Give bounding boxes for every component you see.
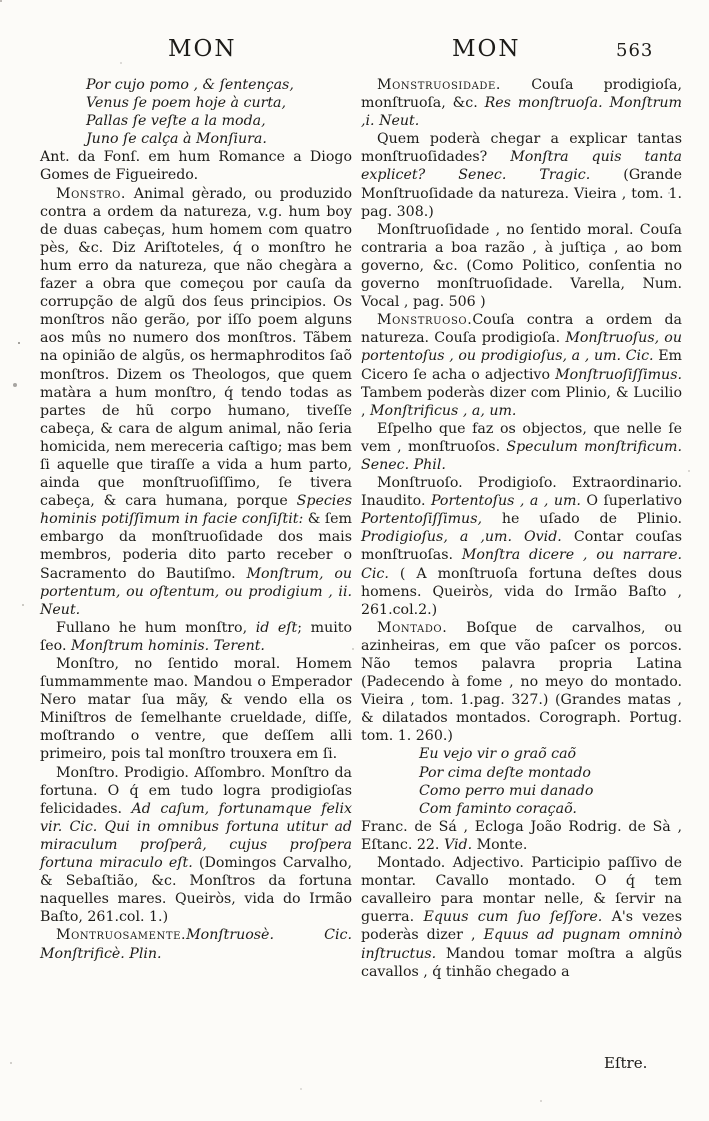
text-segment: Monſtra dicere , ou narrare. Cic. xyxy=(361,547,682,582)
paragraph xyxy=(361,854,682,981)
text-segment: Boſque de carvalhos, ou azinheiras, em que vão paſcer os porcos. Não temos palavra propria Latina (Padecendo à fome , no meyo do montado. Vieira , tom. 1.pag. 327.) (Grandes matas , & dilatados montados. Corograph. Portug. tom. 1. 260.) xyxy=(361,619,682,745)
text-segment: Fullano he hum monſtro, xyxy=(56,619,256,636)
text-segment: Monſtrificus , a, um. xyxy=(370,402,517,419)
right-column xyxy=(361,76,682,981)
text-segment: Monstro. xyxy=(56,185,127,202)
paragraph xyxy=(361,818,682,854)
text-segment: Monſtruoſus, ou portentoſus , ou prodigioſus, a , um. Cic. xyxy=(361,330,682,365)
text-segment: Monſtruoſo. Prodigioſo. Extraordinario. Inaudito. xyxy=(361,475,682,510)
text-segment: Portentoſus , a , um. xyxy=(430,493,581,510)
paragraph xyxy=(361,221,682,311)
text-segment: Monſtruosè. Cic. Monſtrificè. Plin. xyxy=(40,927,352,962)
verse-line xyxy=(361,764,682,782)
text-segment: Monſtruoſiſſimus. xyxy=(555,366,682,383)
text-segment: Vid. xyxy=(443,836,473,853)
text-segment: Como perro mui danado xyxy=(419,782,594,799)
text-segment: Franc. de Sá , Ecloga João Rodrig. de Sà , Eſtanc. 22. xyxy=(361,818,682,853)
paragraph xyxy=(361,619,682,746)
text-segment: Equus cum ſuo ſeſſore. xyxy=(423,909,603,926)
paragraph xyxy=(361,130,682,220)
text-segment: ( A monſtruoſa fortuna deſtes dous homens. Queiròs, vida do Irmão Baſto , 261.col.2.) xyxy=(361,565,682,618)
text-segment: Monſtra quis tanta explicet? Senec. Tragic. xyxy=(361,149,683,184)
text-segment: Monſtrum, ou portentum, ou oſtentum, ou prodigium , ii. Neut. xyxy=(40,565,352,618)
text-segment: Ad caſum, fortunamque felix vir. Cic. Qui in omnibus fortuna utitur ad miraculum proſperâ, cujus proſpera fortuna miraculo eſt. xyxy=(40,800,352,872)
paragraph xyxy=(361,474,682,619)
text-segment: ; muito ſeo. xyxy=(40,619,352,654)
text-segment: Montruosamente. xyxy=(56,927,187,944)
text-segment: he uſado de Plinio. xyxy=(481,511,682,528)
page-number: 563 xyxy=(616,40,654,61)
verse-line xyxy=(361,800,682,818)
verse-line xyxy=(40,130,352,148)
text-segment: Monſtro. Prodigio. Aſſombro. Monſtro da fortuna. O q́ em tudo logra prodigioſas felicidades. xyxy=(40,764,352,817)
paragraph xyxy=(40,185,352,619)
text-segment: Portentoſiſſimus, xyxy=(361,511,482,528)
paragraph xyxy=(361,420,682,474)
text-segment: Mandou tomar moſtra a algũs cavallos , q́ tinhão chegado a xyxy=(361,945,682,980)
verse-line xyxy=(40,76,352,94)
verse-line xyxy=(40,94,352,112)
text-segment: O ſuperlativo xyxy=(580,493,682,510)
text-segment: Montado. Adjectivo. Participio paſſivo de montar. Cavallo montado. O q́ tem cavalleiro para montar nelle, & ſervir na guerra. xyxy=(361,855,682,926)
text-segment: Tambem poderàs dizer com Plinio, & Lucilio , xyxy=(361,384,682,419)
catchword: Eſtre. xyxy=(604,1054,648,1072)
text-segment: (Grande Monſtruoſidade da natureza. Vieira , tom. 1. pag. 308.) xyxy=(361,167,683,220)
text-segment: & ſem embargo da monſtruoſidade dos mais membros, poderia dito parto receber o Sacramento do Bautiſmo. xyxy=(40,511,353,582)
text-segment: Contar couſas monſtruoſas. xyxy=(361,529,682,564)
text-segment: Por cujo pomo , & ſentenças, xyxy=(86,77,294,93)
text-segment: Ant. da Fonſ. em hum Romance a Diogo Gomes de Figueiredo. xyxy=(40,149,352,184)
running-title-left: MON xyxy=(168,36,237,62)
text-segment: Couſa prodigioſa, monſtruoſa, &c. xyxy=(361,77,682,112)
text-segment: Equus ad pugnam omninò inſtructus. xyxy=(361,927,683,962)
text-segment: Speculum monſtrificum. Senec. Phil. xyxy=(361,438,682,473)
paragraph xyxy=(40,619,352,655)
text-segment: Juno ſe calça à Monſiura. xyxy=(86,131,267,148)
verse-line xyxy=(361,745,682,763)
text-segment: Animal gèrado, ou produzido contra a ordem da natureza, v.g. hum boy de duas cabeças, hum homem com quatro pès, &c. Diz Ariſtoteles, q́ o monſtro he hum erro da natureza, que não chegàra a fazer a obra que começou por cauſa da corrupção de algũ dos ſeus principios. Os monſtros não gerão, por iſſo poem alguns aos mûs no numero dos monſtros. Tãbem na opinião de algũs, os hermaphroditos ſaõ monſtros. Dizem os Theologos, que quem matàra a hum monſtro, q́ tendo todas as partes de hũ corpo humano, tiveſſe cabeça, & cara de algum animal, não ſeria homicida, nem mereceria caſtigo; mas bem ſi aquelle que tiraſſe a vida a hum parto, ainda que monſtruoſiſſimo, ſe tivera cabeça, & cara humana, porque xyxy=(40,185,352,510)
text-segment: Com faminto coraçaõ. xyxy=(419,800,577,817)
text-segment: Monſtrum hominis. Terent. xyxy=(70,637,265,654)
text-segment: Eſpelho que faz os objectos, que nelle ſe vem , monſtruoſos. xyxy=(361,420,682,455)
text-segment: A's vezes poderàs dizer , xyxy=(361,909,682,944)
paragraph xyxy=(361,311,682,420)
paragraph xyxy=(40,655,352,764)
paragraph xyxy=(40,764,352,927)
text-segment: id eſt xyxy=(255,619,298,636)
paragraph xyxy=(361,76,682,130)
text-segment: Monte. xyxy=(472,836,528,853)
text-segment: Couſa contra a ordem da natureza. Couſa prodigioſa. xyxy=(361,312,682,347)
verse-line xyxy=(40,112,352,130)
text-segment: Res monſtruoſa. Monſtrum ,i. Neut. xyxy=(361,95,682,130)
text-segment: Monstruosidade. xyxy=(377,77,502,93)
paragraph xyxy=(40,148,352,184)
left-column xyxy=(40,76,352,963)
text-segment: Venus ſe poem hoje à curta, xyxy=(86,95,287,112)
text-segment: Species hominis potiſſimum in facie conſiſtit: xyxy=(40,493,352,528)
text-segment: Em Cicero ſe acha o adjectivo xyxy=(361,348,683,383)
text-segment: Monſtro, no ſentido moral. Homem ſummammente mao. Mandou o Emperador Nero matar ſua mãy, & vendo ella os Miniſtros de ſemelhante crueldade, diſſe, moſtrando o ventre, que deſſem alli primeiro, pois tal monſtro trouxera em ſi. xyxy=(40,656,352,763)
text-segment: Montado. xyxy=(377,619,448,636)
text-segment: Eu vejo vir o graõ caõ xyxy=(419,746,577,763)
verse-line xyxy=(361,782,682,800)
text-segment: Monſtruoſidade , no ſentido moral. Couſa contraria a boa razão , à juſtiça , ao bom governo, &c. (Como Politico, conſentia no governo monſtruoſidade. Varella, Num. Vocal , pag. 506 ) xyxy=(361,221,682,311)
text-segment: (Domingos Carvalho, & Sebaſtião, &c. Monſtros da fortuna naquelles mares. Queiròs, vida do Irmão Baſto, 261.col. 1.) xyxy=(40,855,352,926)
text-segment: Monstruoso. xyxy=(377,312,473,329)
paper-noise xyxy=(0,0,2,2)
running-title-right: MON xyxy=(452,36,521,62)
text-segment: Pallas ſe veſte a la moda, xyxy=(86,113,266,130)
text-segment: Quem poderà chegar a explicar tantas monſtruoſidades? xyxy=(361,131,682,166)
text-segment: Por cima deſte montado xyxy=(419,764,591,781)
running-header xyxy=(0,36,709,66)
text-segment: Prodigioſus, a ,um. Ovid. xyxy=(361,529,562,546)
paragraph xyxy=(40,926,352,962)
